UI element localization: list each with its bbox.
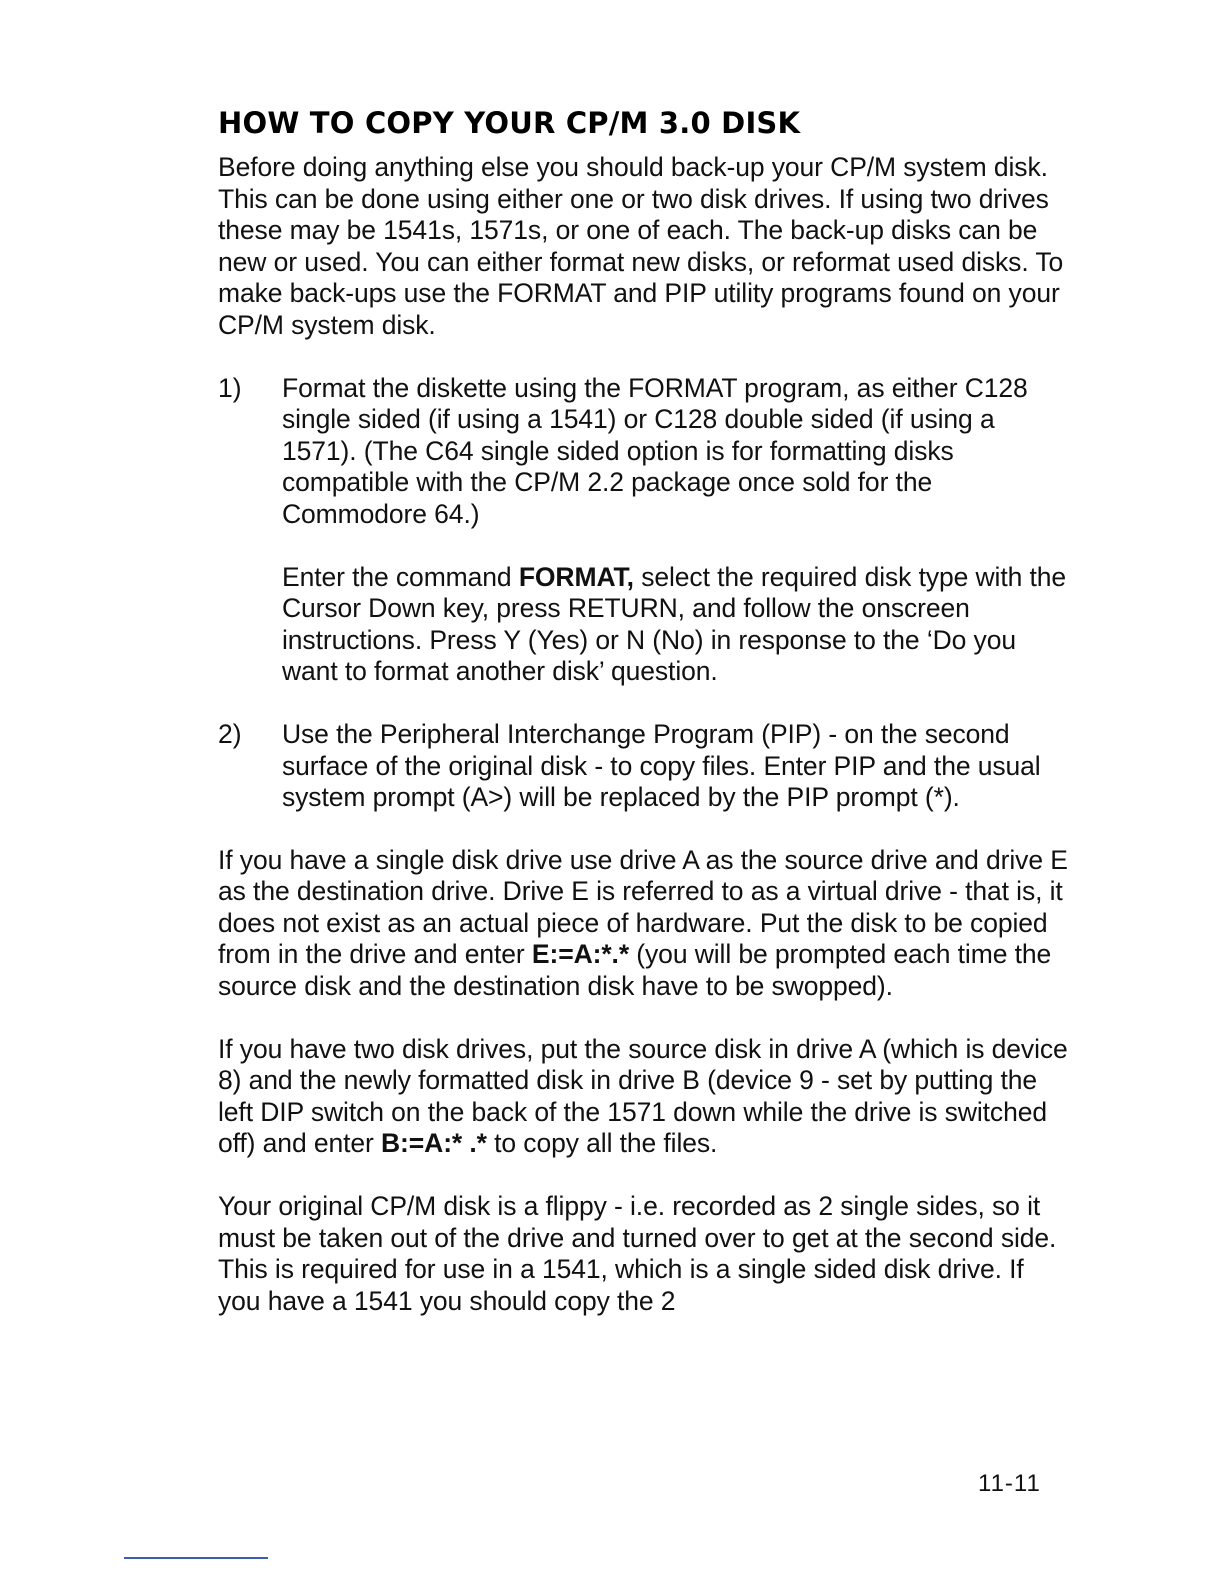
step-1: [218, 373, 1068, 688]
footer-rule: [124, 1557, 268, 1559]
single-drive-pre: If you have a single disk drive use drive A as the source drive and drive E as the destination drive. Drive E is referred to as a virtual drive - that is, it does not exist as an actual piece of hardware. Put the disk to be copied from in the drive and enter: [218, 844, 1068, 970]
step-1-format-paragraph: [282, 562, 1068, 688]
two-drives-paragraph: [218, 1034, 1068, 1160]
flippy-paragraph: Your original CP/M disk is a flippy - i.e. recorded as 2 single sides, so it must be taken out of the drive and turned over to get at the second side. This is required for use in a 1541, which is a single sided disk drive. If you have a 1541 you should copy the 2: [218, 1191, 1057, 1316]
step-1-body: [282, 373, 1068, 688]
single-drive-post: (you will be prompted each time the source disk and the destination disk have to be swopped).: [218, 939, 1052, 1002]
format-command: FORMAT,: [518, 561, 634, 592]
step-2-body: [282, 719, 1068, 814]
step-1-paragraph: Format the diskette using the FORMAT program, as either C128 single sided (if using a 1541) or C128 double sided (if using a 1571). (The C64 single sided option is for formatting disks compatible with the CP/M 2.2 package once sold for the Commodore 64.): [282, 372, 1028, 529]
step-2: [218, 719, 1068, 814]
two-drives-pre: If you have two disk drives, put the source disk in drive A (which is device 8) and the newly formatted disk in drive B (device 9 - set by putting the left DIP switch on the back of the 1571 down while the drive is switched off) and enter: [218, 1033, 1068, 1159]
intro-paragraph: Before doing anything else you should back-up your CP/M system disk. This can be done using either one or two disk drives. If using two drives these may be 1541s, 1571s, or one of each. The back-up disks can be new or used. You can either format new disks, or reformat used disks. To make back-ups use the FORMAT and PIP utility programs found on your CP/M system disk.: [218, 152, 1064, 340]
single-drive-command: E:=A:*.*: [531, 939, 630, 970]
page-title: HOW TO COPY YOUR CP/M 3.0 DISK: [218, 106, 801, 140]
step-1-number: 1): [218, 372, 242, 403]
step-1-format-pre: Enter the command: [282, 561, 519, 592]
two-drives-command: B:=A:* .*: [381, 1128, 487, 1159]
page-content: [218, 104, 1068, 1317]
two-drives-post: to copy all the files.: [486, 1128, 718, 1159]
step-2-paragraph: Use the Peripheral Interchange Program (PIP) - on the second surface of the original disk - to copy files. Enter PIP and the usual system prompt (A>) will be replaced by the PIP prompt (*).: [282, 718, 1041, 813]
page-number: 11-11: [978, 1470, 1041, 1497]
step-2-number: 2): [218, 718, 242, 749]
single-drive-paragraph: [218, 845, 1068, 1003]
step-1-format-post: select the required disk type with the Cursor Down key, press RETURN, and follow the onscreen instructions. Press Y (Yes) or N (No) in response to the ‘Do you want to format another disk’ question.: [282, 561, 1067, 687]
